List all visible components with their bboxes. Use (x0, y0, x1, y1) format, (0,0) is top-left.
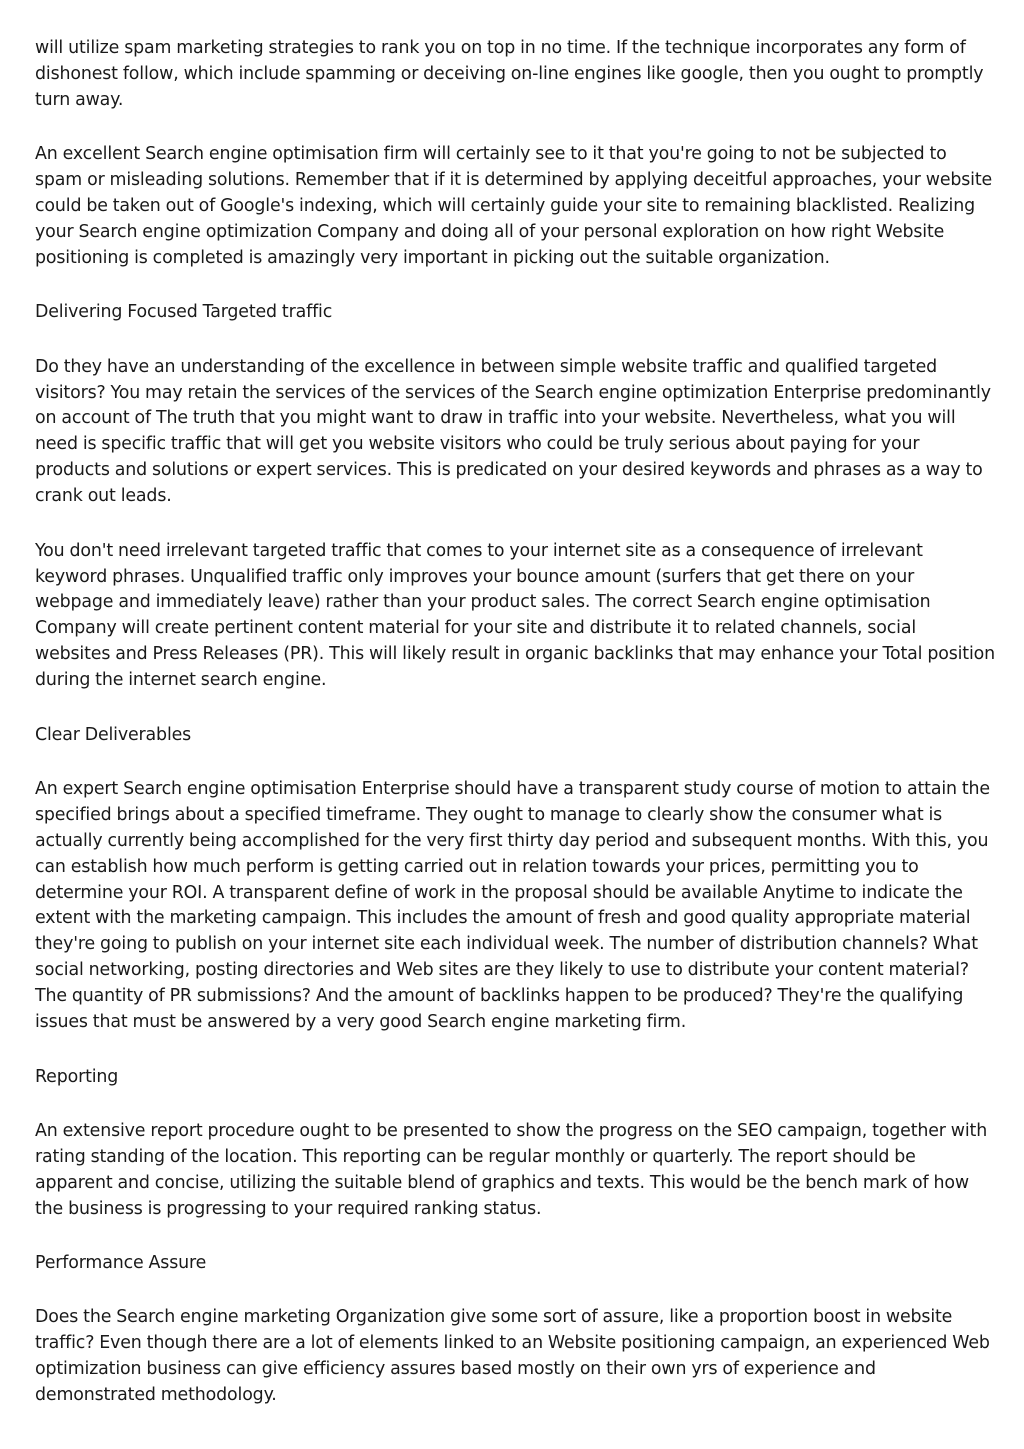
paragraph-deliverables: An expert Search engine optimisation Enterprise should have a transparent study course of motion to attain the specified brings about a specified timeframe. They ought to manage to clearly show the consumer what is actually currently being accomplished for the very first thirty day period and subsequent months. With this, you can establish how much perform is getting carried out in relation towards your prices, permitting you to determine your ROI. A transparent define of work in the proposal should be available Anytime to indicate the extent with the marketing campaign. This includes the amount of fresh and good quality appropriate material they're going to publish on your internet site each individual week. The number of distribution channels? What social networking, posting directories and Web sites are they likely to use to distribute your content material? The quantity of PR submissions? And the amount of backlinks happen to be produced? They're the qualifying issues that must be answered by a very good Search engine marketing firm. (35, 778, 990, 1033)
heading-reporting: Reporting (35, 1066, 119, 1087)
paragraph-reporting: An extensive report procedure ought to be presented to show the progress on the SEO campaign, together with rating standing of the location. This reporting can be regular monthly or quarterly. The report should be apparent and concise, utilizing the suitable blend of graphics and texts. This would be the bench mark of how the business is progressing to your required ranking status. (35, 1120, 988, 1219)
paragraph-qualified-visitors: Do they have an understanding of the excellence in between simple website traffic and qualified targeted visitors? You may retain the services of the services of the Search engine optimization Enterprise predominantly on account of The truth that you might want to draw in traffic into your website. Nevertheless, what you will need is specific traffic that will get you website visitors who could be truly serious about paying for your products and solutions or expert services. This is predicated on your desired keywords and phrases as a way to crank out leads. (35, 356, 991, 507)
paragraph-performance-assure: Does the Search engine marketing Organization give some sort of assure, like a proportion boost in website traffic? Even though there are a lot of elements linked to an Website positioning campaign, an experienced Web optimization business can give efficiency assures based mostly on their own yrs of experience and demonstrated methodology. (35, 1307, 990, 1406)
heading-performance-assure: Performance Assure (35, 1253, 207, 1274)
document-body (35, 36, 995, 1438)
paragraph-spam-strategies: will utilize spam marketing strategies to rank you on top in no time. If the technique incorporates any form of dishonest follow, which include spamming or deceiving on-line engines like google, then you ought to promptly turn away. (35, 38, 984, 110)
paragraph-irrelevant-traffic: You don't need irrelevant targeted traffic that comes to your internet site as a consequence of irrelevant keyword phrases. Unqualified traffic only improves your bounce amount (surfers that get there on your webpage and immediately leave) rather than your product sales. The correct Search engine optimisation Company will create pertinent content material for your site and distribute it to related channels, social websites and Press Releases (PR). This will likely result in organic backlinks that may enhance your Total position during the internet search engine. (35, 540, 995, 691)
paragraph-excellent-firm: An excellent Search engine optimisation firm will certainly see to it that you're going to not be subjected to spam or misleading solutions. Remember that if it is determined by applying deceitful approaches, your website could be taken out of Google's indexing, which will certainly guide your site to remaining blacklisted. Realizing your Search engine optimization Company and doing all of your personal exploration on how right Website positioning is completed is amazingly very important in picking out the suitable organization. (35, 144, 993, 268)
heading-clear-deliverables: Clear Deliverables (35, 724, 192, 745)
heading-focused-traffic: Delivering Focused Targeted traffic (35, 302, 333, 323)
